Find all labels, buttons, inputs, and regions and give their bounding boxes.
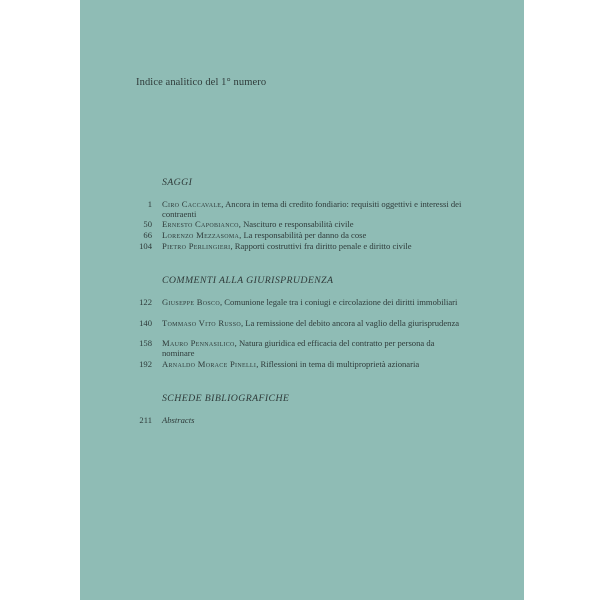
entry-text [162, 230, 462, 240]
entry-author: Arnaldo Morace Pinelli [162, 359, 257, 369]
entry-text [162, 241, 462, 251]
entry-text [162, 297, 462, 307]
index-page [80, 0, 524, 600]
section-title-schede: SCHEDE BIBLIOGRAFICHE [162, 393, 290, 404]
entry-title: , La responsabilità per danno da cose [239, 230, 367, 240]
entry-author: Ernesto Capobianco [162, 219, 239, 229]
entry-title: Abstracts [162, 415, 195, 425]
entry-text [162, 338, 462, 358]
entry-page-number: 192 [139, 359, 152, 369]
entry-title: , Ancora in tema di credito fondiario: requisiti oggettivi e interessi dei contraenti [162, 199, 462, 219]
entry-text [162, 359, 502, 369]
entry-title: , La remissione del debito ancora al vaglio della giurisprudenza [240, 318, 460, 328]
entry-text [162, 219, 462, 229]
entry-author: Tommaso Vito Russo [162, 318, 241, 328]
entry-page-number: 122 [139, 297, 152, 307]
entry-author: Ciro Caccavale [162, 199, 222, 209]
entry-page-number: 104 [139, 241, 152, 251]
entry-page-number: 50 [143, 219, 152, 229]
entry-author: Lorenzo Mezzasoma [162, 230, 240, 240]
entry-page-number: 1 [147, 199, 152, 209]
entry-text [162, 415, 462, 425]
section-title-commenti: COMMENTI ALLA GIURISPRUDENZA [162, 275, 334, 286]
entry-page-number: 66 [143, 230, 152, 240]
entry-page-number: 211 [139, 415, 152, 425]
entry-author: Mauro Pennasilico [162, 338, 235, 348]
entry-text [162, 318, 462, 328]
entry-author: Pietro Perlingieri [162, 241, 231, 251]
entry-title: , Natura giuridica ed efficacia del contratto per persona da nominare [162, 338, 435, 358]
section-title-saggi: SAGGI [162, 177, 193, 188]
page-header: Indice analitico del 1° numero [136, 77, 267, 88]
entry-title: , Riflessioni in tema di multiproprietà azionaria [256, 359, 420, 369]
entry-page-number: 158 [139, 338, 152, 348]
entry-text [162, 199, 462, 219]
entry-title: , Nascituro e responsabilità civile [238, 219, 354, 229]
entry-title: , Comunione legale tra i coniugi e circolazione dei diritti immobiliari [219, 297, 458, 307]
entry-author: Giuseppe Bosco [162, 297, 220, 307]
entry-page-number: 140 [139, 318, 152, 328]
entry-title: , Rapporti costruttivi fra diritto penale e diritto civile [230, 241, 412, 251]
